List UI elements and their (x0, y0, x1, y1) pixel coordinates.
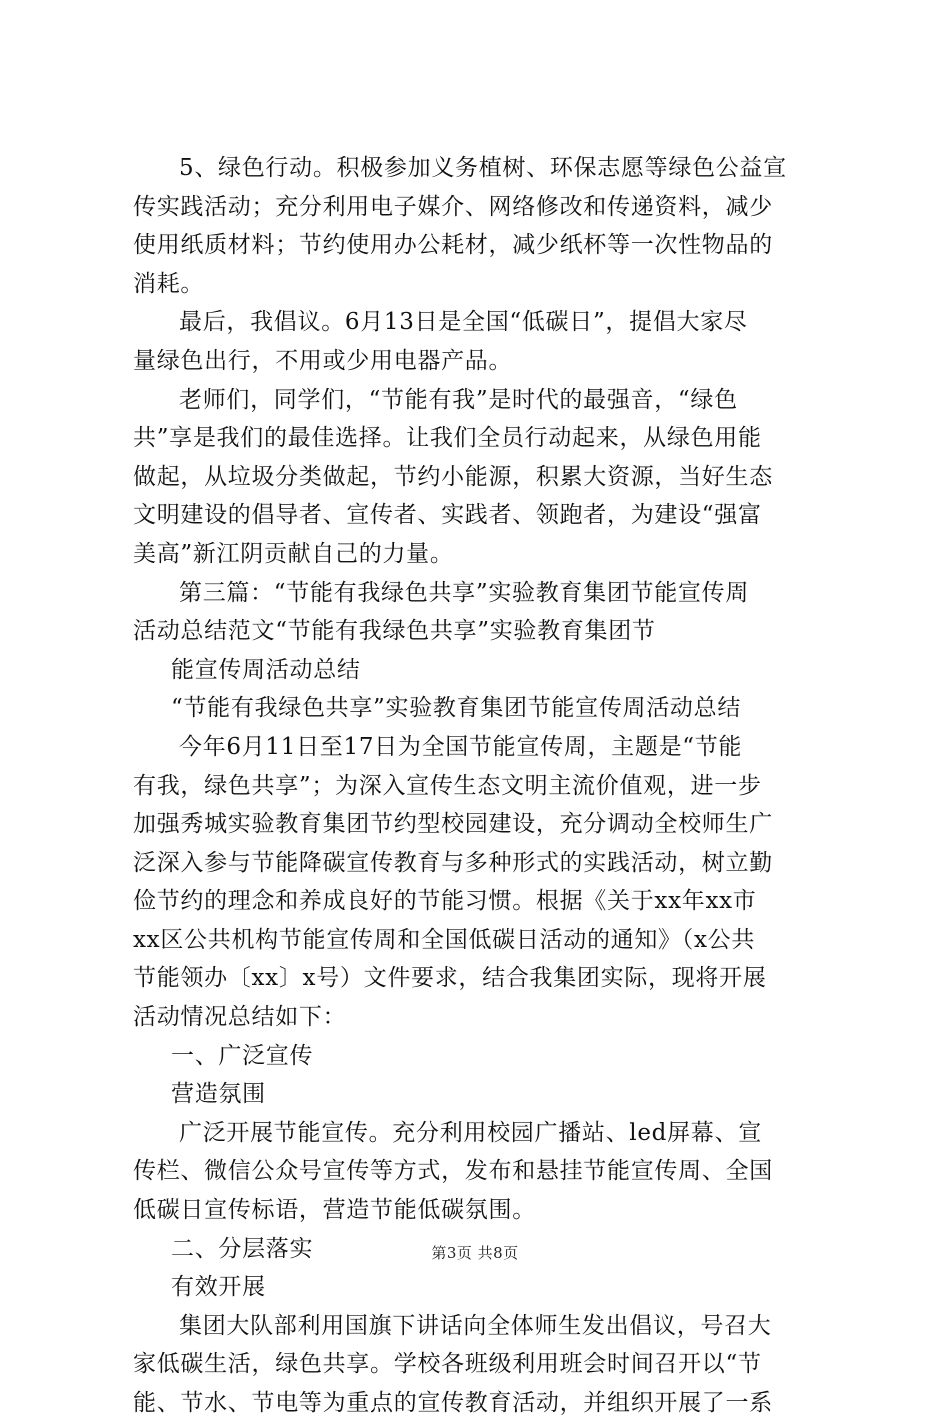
paragraph-line: 5、绿色行动。积极参加义务植树、环保志愿等绿色公益宣 (179, 155, 787, 181)
section-heading: 一、广泛宣传 (171, 1042, 314, 1069)
section-heading-line: 能宣传周活动总结 (171, 656, 361, 683)
paragraph-line: 俭节约的理念和养成良好的节能习惯。根据《关于xx年xx市 (133, 888, 757, 915)
paragraph-line: 广泛开展节能宣传。充分利用校园广播站、led屏幕、宣 (179, 1119, 762, 1146)
paragraph-line: 传栏、微信公众号宣传等方式，发布和悬挂节能宣传周、全国 (133, 1158, 773, 1185)
paragraph-line: 传实践活动；充分利用电子媒介、网络修改和传递资料，减少 (133, 193, 773, 220)
paragraph-line: 老师们，同学们，“节能有我”是时代的最强音，“绿色 (179, 386, 738, 413)
document-body (133, 149, 833, 1423)
paragraph-line: 节能领办〔xx〕x号）文件要求，结合我集团实际，现将开展 (133, 965, 767, 992)
section-heading: 营造氛围 (171, 1081, 266, 1108)
paragraph-line: 家低碳生活，绿色共享。学校各班级利用班会时间召开以“节 (133, 1351, 762, 1378)
section-heading: 二、分层落实 (171, 1235, 314, 1262)
paragraph-line: 文明建设的倡导者、宣传者、实践者、领跑者，为建设“强富 (133, 502, 762, 529)
paragraph-line: 活动情况总结如下： (133, 1004, 347, 1031)
document-title: “节能有我绿色共享”实验教育集团节能宣传周活动总结 (171, 695, 742, 722)
paragraph-line: 能、节水、节电等为重点的宣传教育活动，并组织开展了一系 (133, 1390, 773, 1416)
paragraph-line: 今年6月11日至17日为全国节能宣传周，主题是“节能 (179, 733, 743, 760)
paragraph-line: 使用纸质材料；节约使用办公耗材，减少纸杯等一次性物品的 (133, 232, 773, 259)
section-heading-line: 第三篇：“节能有我绿色共享”实验教育集团节能宣传周 (179, 579, 750, 606)
paragraph-line: 共”享是我们的最佳选择。让我们全员行动起来，从绿色用能 (133, 425, 762, 452)
paragraph-line: 集团大队部利用国旗下讲话向全体师生发出倡议，号召大 (179, 1312, 772, 1339)
paragraph-line: xx区公共机构节能宣传周和全国低碳日活动的通知》（x公共 (133, 926, 756, 953)
paragraph-line: 有我，绿色共享”；为深入宣传生态文明主流价值观，进一步 (133, 772, 762, 799)
paragraph-line: 加强秀城实验教育集团节约型校园建设，充分调动全校师生广 (133, 811, 773, 838)
paragraph-line: 消耗。 (133, 270, 205, 297)
page-number-footer: 第3页 共8页 (431, 1244, 519, 1262)
paragraph-line: 低碳日宣传标语，营造节能低碳氛围。 (133, 1197, 536, 1224)
section-heading: 有效开展 (171, 1274, 266, 1301)
paragraph-line: 美高”新江阴贡献自己的力量。 (133, 540, 454, 567)
section-heading-line: 活动总结范文“节能有我绿色共享”实验教育集团节 (133, 618, 656, 645)
paragraph-line: 量绿色出行，不用或少用电器产品。 (133, 347, 513, 374)
paragraph-line: 泛深入参与节能降碳宣传教育与多种形式的实践活动，树立勤 (133, 849, 773, 876)
paragraph-line: 最后，我倡议。6月13日是全国“低碳日”，提倡大家尽 (179, 309, 748, 336)
paragraph-line: 做起，从垃圾分类做起，节约小能源，积累大资源，当好生态 (133, 463, 773, 490)
